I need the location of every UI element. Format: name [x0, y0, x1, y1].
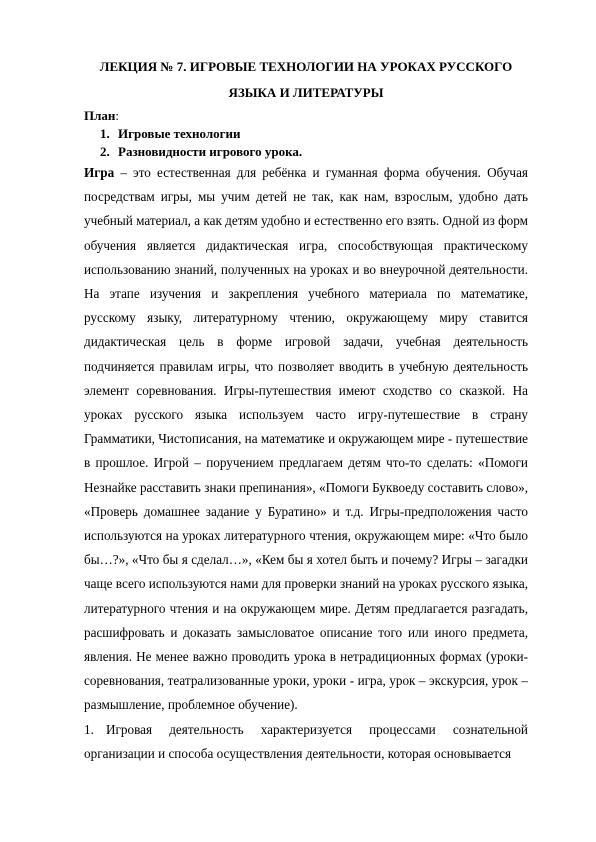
paragraph-lead-term: Игра: [84, 165, 115, 180]
document-page: [84, 54, 528, 766]
numbered-paragraph-text: Игровая деятельность характеризуется процессами сознательной организации и способа осуществления деятельности, которая основывается: [84, 721, 528, 761]
numbered-paragraph: [84, 718, 528, 766]
lecture-title: [84, 54, 528, 106]
plan-item-text: Игровые технологии: [118, 126, 241, 141]
plan-item-number: 2.: [100, 144, 110, 159]
plan-item-text: Разновидности игрового урока.: [118, 144, 303, 159]
plan-item-number: 1.: [100, 126, 110, 141]
plan-heading: [84, 107, 528, 125]
body-paragraph: [84, 161, 528, 718]
title-line-1: ЛЕКЦИЯ № 7. ИГРОВЫЕ ТЕХНОЛОГИИ НА УРОКАХ РУССКОГО: [99, 59, 513, 74]
paragraph-text: – это естественная для ребёнка и гуманная форма обучения. Обучая посредствам игры, мы учим детей не так, как нам, взрослым, удобно дать учебный материал, а как детям удобно и естественно его взять. Одной из форм обучения является дидактическая игра, способствующая практическому использованию знаний, полученных на уроках и во внеурочной деятельности. На этапе изучения и закрепления учебного материала по математике, русскому языку, литературному чтению, окружающему миру ставится дидактическая цель в форме игровой задачи, учебная деятельность подчиняется правилам игры, что позволяет вводить в учебную деятельность элемент соревнования. Игры-путешествия имеют сходство со сказкой. На уроках русского языка используем часто игру-путешествие в страну Грамматики, Чистописания, на математике и окружающем мире - путешествие в прошлое. Игрой – поручением предлагаем детям что-то сделать: «Помоги Незнайке расставить знаки препинания», «Помоги Буквоеду составить слово», «Проверь домашнее задание у Буратино» и т.д. Игры-предположения часто используются на уроках литературного чтения, окружающем мире: «Что было бы…?», «Что бы я сделал…», «Кем бы я хотел быть и почему? Игры – загадки чаще всего используются нами для проверки знаний на уроках русского языка, литературного чтения и на окружающем мире. Детям предлагается разгадать, расшифровать и доказать замысловатое описание того или иного предмета, явления. Не менее важно проводить урока в нетрадиционных формах (уроки-соревнования, театрализованные уроки, уроки - игра, урок – экскурсия, урок – размышление, проблемное обучение).: [84, 165, 529, 713]
plan-item: [84, 125, 528, 143]
plan-list: [84, 125, 528, 161]
title-line-2: ЯЗЫКА И ЛИТЕРАТУРЫ: [228, 85, 384, 100]
plan-label: План: [84, 108, 116, 123]
plan-colon: :: [115, 108, 120, 123]
numbered-paragraph-number: 1.: [84, 721, 94, 737]
plan-item: [84, 143, 528, 161]
